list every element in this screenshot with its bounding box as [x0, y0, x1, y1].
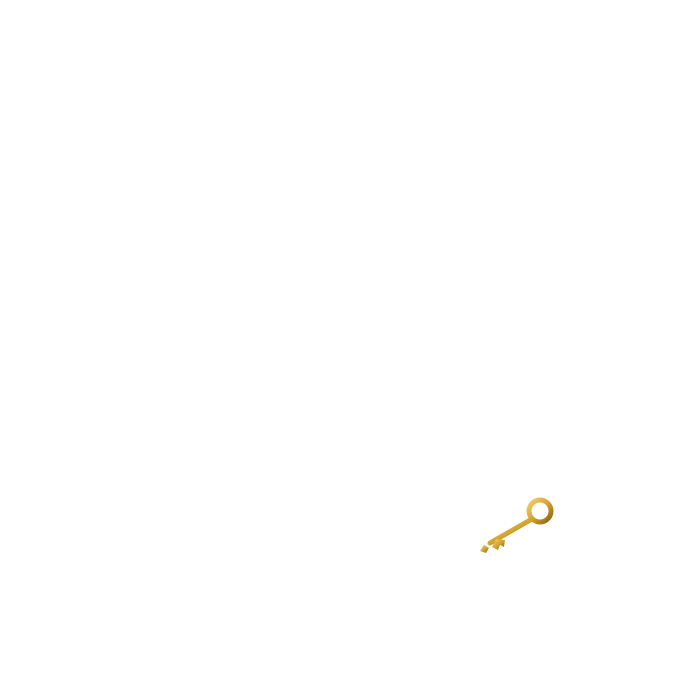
- part-two-heading: [408, 208, 414, 228]
- right-page: [350, 0, 700, 700]
- golden-key-icon: [470, 495, 560, 555]
- part-one-heading: [44, 208, 50, 228]
